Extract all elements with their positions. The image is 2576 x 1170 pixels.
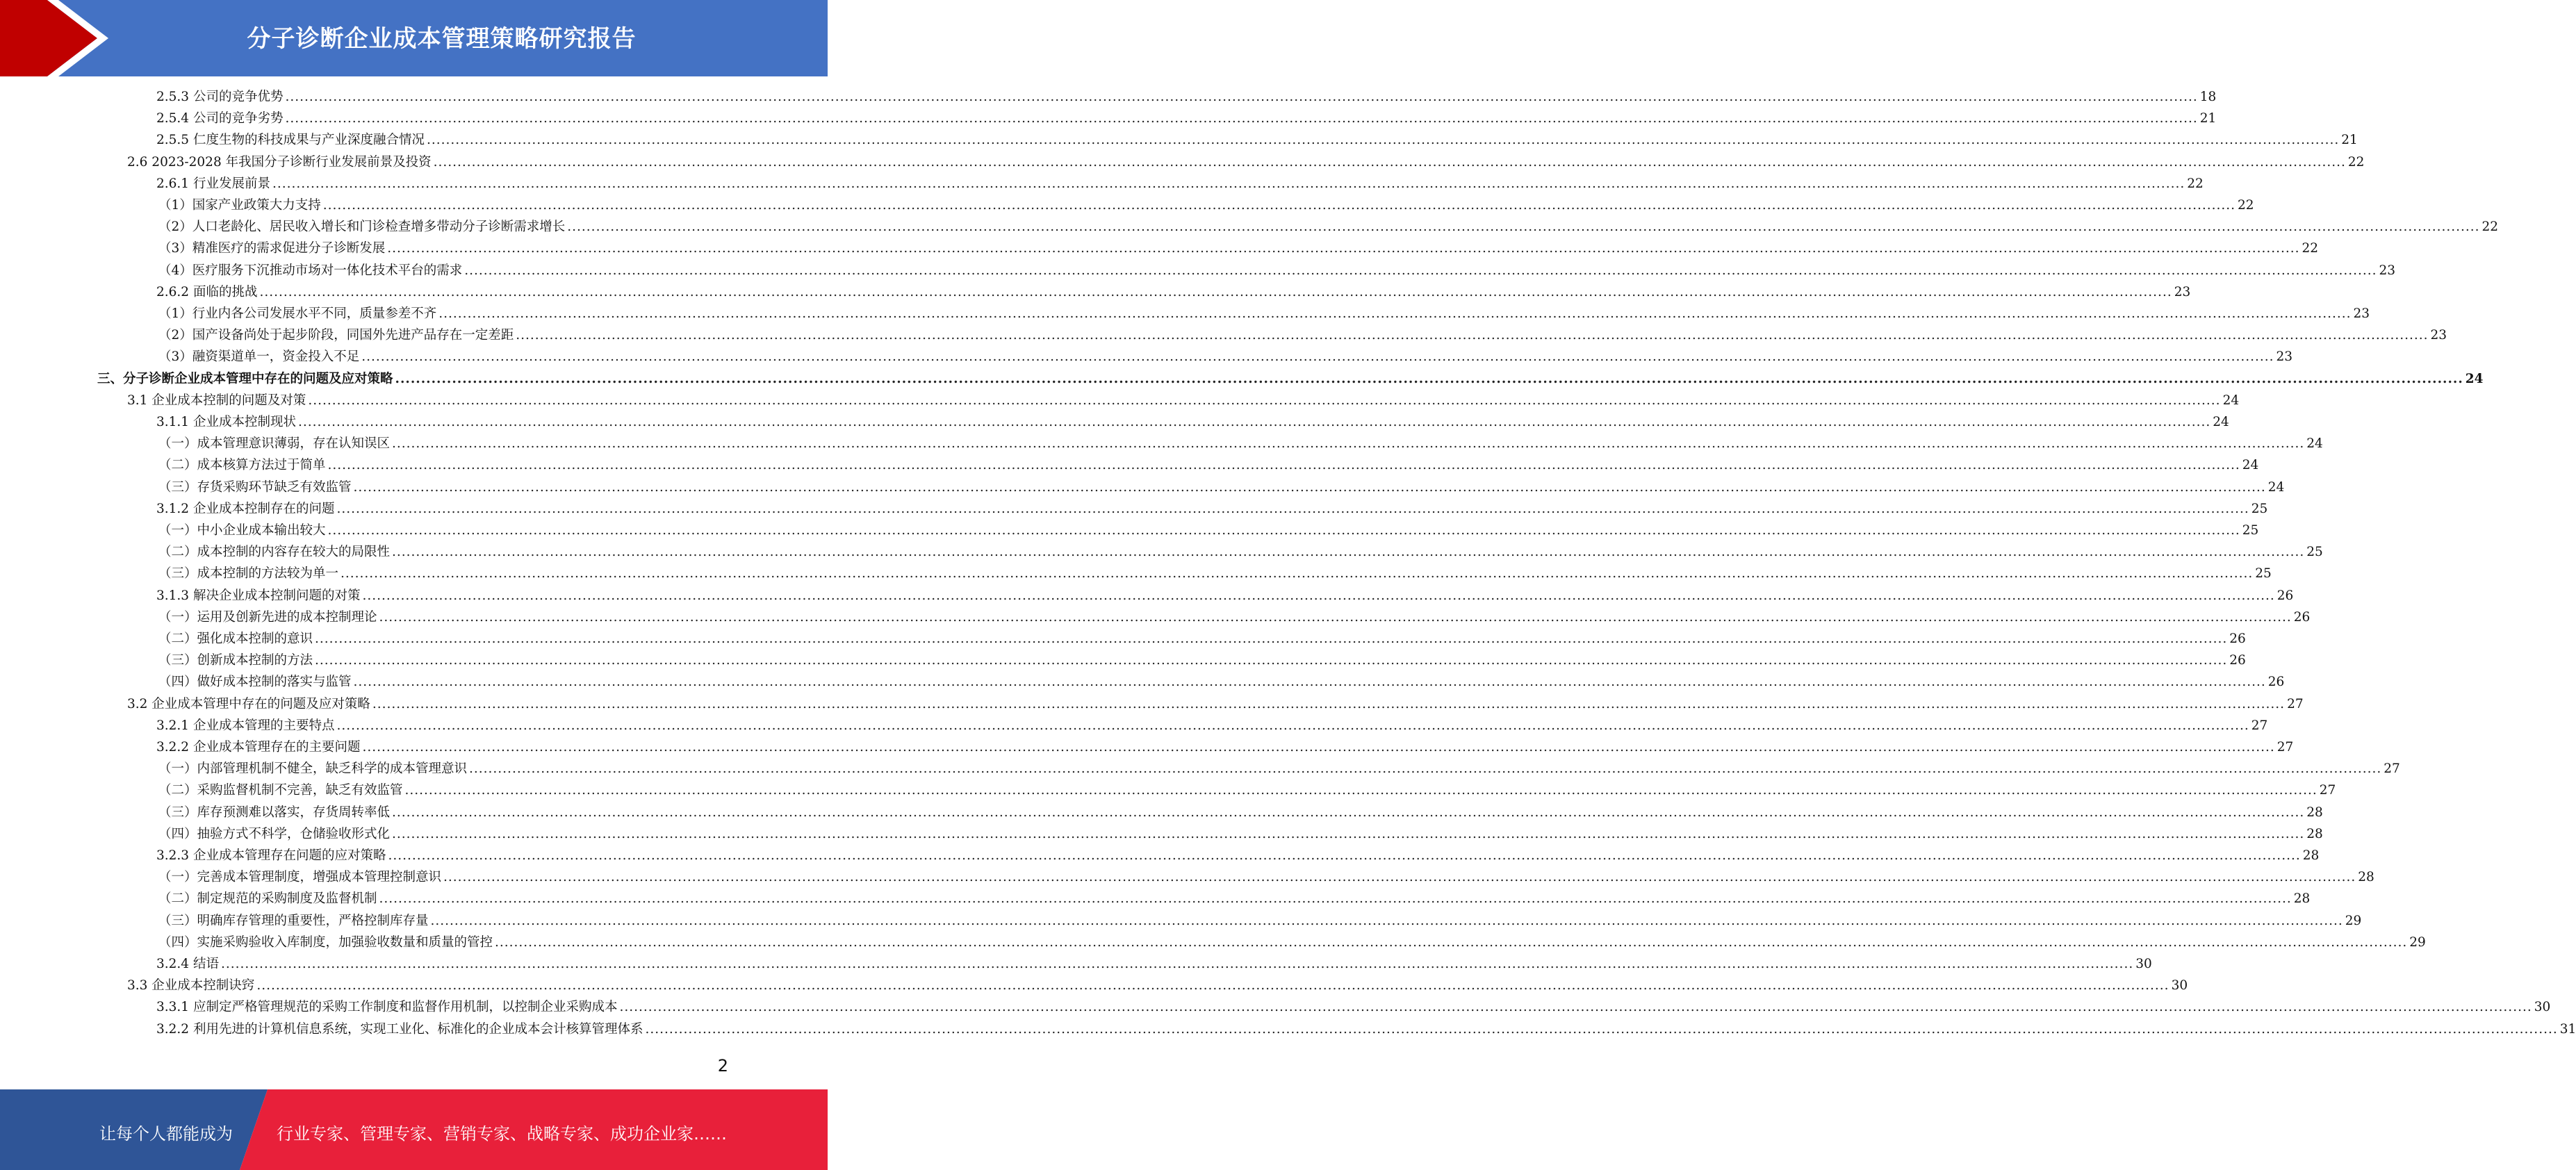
toc-dot-leader: ................................................................................................................................................................................................................................................................................................................................................................................................................ (567, 220, 2480, 235)
toc-entry-title: （二）成本核算方法过于简单 (158, 458, 326, 473)
toc-dot-leader: ................................................................................................................................................................................................................................................................................................................................................................................................................ (433, 154, 2346, 170)
toc-dot-leader: ................................................................................................................................................................................................................................................................................................................................................................................................................ (426, 133, 2340, 148)
toc-entry-title: （4）医疗服务下沉推动市场对一体化技术平台的需求 (158, 263, 463, 278)
toc-dot-leader: ................................................................................................................................................................................................................................................................................................................................................................................................................ (336, 501, 2249, 516)
toc-entry-title: 3.2.1 企业成本管理的主要特点 (156, 718, 335, 733)
toc-entry-page: 25 (2242, 523, 2259, 538)
toc-entry[interactable] (156, 413, 2229, 432)
toc-entry[interactable] (158, 651, 2246, 670)
toc-entry-title: 2.6.1 行业发展前景 (156, 176, 270, 191)
toc-dot-leader: ................................................................................................................................................................................................................................................................................................................................................................................................................ (645, 1021, 2558, 1037)
toc-entry[interactable] (158, 521, 2259, 541)
toc-dot-leader: ................................................................................................................................................................................................................................................................................................................................................................................................................ (395, 371, 2463, 386)
toc-entry-title: （二）采购监督机制不完善，缺乏有效监管 (158, 783, 403, 798)
toc-dot-leader: ................................................................................................................................................................................................................................................................................................................................................................................................................ (438, 306, 2352, 321)
toc-entry[interactable] (158, 478, 2285, 497)
toc-entry-page: 26 (2229, 653, 2246, 668)
toc-entry-page: 22 (2238, 198, 2254, 213)
toc-entry-page: 22 (2187, 176, 2204, 191)
toc-entry-page: 30 (2171, 978, 2188, 994)
toc-entry-title: （三）成本控制的方法较为单一 (158, 566, 339, 582)
toc-dot-leader: ................................................................................................................................................................................................................................................................................................................................................................................................................ (388, 848, 2301, 863)
toc-entry-title: （二）强化成本控制的意识 (158, 632, 313, 646)
toc-dot-leader: ................................................................................................................................................................................................................................................................................................................................................................................................................ (322, 198, 2236, 213)
toc-entry-title: （一）运用及创新先进的成本控制理论 (158, 609, 377, 625)
toc-entry-page: 24 (2222, 393, 2240, 408)
toc-dot-leader: ................................................................................................................................................................................................................................................................................................................................................................................................................ (392, 826, 2305, 841)
toc-entry-title: 三、分子诊断企业成本管理中存在的问题及应对策略 (97, 371, 393, 386)
toc-dot-leader: ................................................................................................................................................................................................................................................................................................................................................................................................................ (387, 241, 2300, 256)
toc-dot-leader: ................................................................................................................................................................................................................................................................................................................................................................................................................ (315, 632, 2228, 646)
toc-dot-leader: ................................................................................................................................................................................................................................................................................................................................................................................................................ (361, 349, 2274, 365)
toc-entry[interactable] (158, 825, 2323, 844)
page-footer (0, 1089, 828, 1170)
toc-dot-leader: ................................................................................................................................................................................................................................................................................................................................................................................................................ (220, 957, 2134, 971)
toc-dot-leader: ................................................................................................................................................................................................................................................................................................................................................................................................................ (272, 176, 2185, 191)
toc-entry[interactable] (156, 174, 2204, 194)
footer-slogan-right: 行业专家、管理专家、营销专家、战略专家、成功企业家…… (277, 1124, 727, 1144)
page-number: 2 (717, 1056, 728, 1076)
toc-dot-leader: ................................................................................................................................................................................................................................................................................................................................................................................................................ (469, 761, 2382, 777)
toc-entry-page: 24 (2213, 415, 2229, 429)
toc-entry[interactable] (158, 261, 2396, 281)
toc-entry-title: 3.2.3 企业成本管理存在问题的应对策略 (156, 848, 386, 863)
toc-dot-leader: ................................................................................................................................................................................................................................................................................................................................................................................................................ (392, 805, 2305, 820)
toc-entry-page: 23 (2174, 284, 2191, 299)
toc-dot-leader: ................................................................................................................................................................................................................................................................................................................................................................................................................ (341, 566, 2254, 582)
toc-entry-page: 24 (2242, 458, 2259, 473)
toc-entry-title: （三）创新成本控制的方法 (158, 653, 313, 668)
toc-entry-title: （一）内部管理机制不健全，缺乏科学的成本管理意识 (158, 761, 468, 777)
toc-dot-leader: ................................................................................................................................................................................................................................................................................................................................................................................................................ (327, 458, 2240, 473)
toc-entry-page: 27 (2319, 783, 2336, 798)
toc-entry[interactable] (158, 889, 2311, 909)
toc-dot-leader: ................................................................................................................................................................................................................................................................................................................................................................................................................ (297, 415, 2211, 429)
toc-entry[interactable] (158, 456, 2259, 475)
toc-dot-leader: ................................................................................................................................................................................................................................................................................................................................................................................................................ (256, 978, 2169, 994)
toc-entry[interactable] (156, 998, 2551, 1017)
toc-entry-page: 27 (2276, 740, 2294, 755)
toc-entry[interactable] (158, 608, 2311, 627)
toc-entry[interactable] (156, 500, 2268, 519)
toc-entry[interactable] (127, 391, 2240, 411)
toc-entry-page: 28 (2358, 870, 2374, 885)
toc-entry-title: 3.1 企业成本控制的问题及对策 (127, 393, 306, 408)
toc-entry[interactable] (156, 109, 2217, 129)
toc-entry[interactable] (156, 1020, 2576, 1039)
toc-entry[interactable] (158, 673, 2285, 692)
toc-entry-title: 2.6 2023-2028 年我国分子诊断行业发展前景及投资 (127, 154, 432, 170)
toc-entry-page: 28 (2293, 891, 2311, 907)
toc-dot-leader: ................................................................................................................................................................................................................................................................................................................................................................................................................ (362, 740, 2275, 755)
toc-entry-page: 26 (2267, 675, 2285, 690)
toc-dot-leader: ................................................................................................................................................................................................................................................................................................................................................................................................................ (285, 90, 2198, 104)
toc-entry-page: 26 (2293, 609, 2311, 625)
toc-entry-page: 23 (2379, 263, 2396, 278)
toc-entry[interactable] (158, 868, 2374, 887)
toc-entry[interactable] (156, 738, 2294, 757)
toc-entry-page: 27 (2384, 761, 2400, 777)
toc-entry-title: （一）成本管理意识薄弱，存在认知误区 (158, 436, 391, 452)
toc-entry-page: 18 (2199, 90, 2217, 104)
toc-entry[interactable] (158, 347, 2293, 367)
toc-dot-leader: ................................................................................................................................................................................................................................................................................................................................................................................................................ (392, 545, 2305, 560)
toc-entry[interactable] (158, 564, 2272, 584)
toc-entry[interactable] (158, 759, 2400, 779)
toc-entry[interactable] (158, 217, 2499, 237)
toc-entry[interactable] (158, 196, 2254, 215)
toc-entry[interactable] (156, 586, 2294, 606)
toc-dot-leader: ................................................................................................................................................................................................................................................................................................................................................................................................................ (404, 783, 2317, 798)
toc-entry[interactable] (158, 239, 2319, 258)
toc-entry-page: 22 (2481, 220, 2499, 235)
footer-slogan-left: 让每个人都能成为 (99, 1124, 233, 1144)
toc-entry-page: 24 (2465, 371, 2484, 386)
toc-entry-page: 22 (2302, 241, 2319, 256)
toc-entry-title: 2.6.2 面临的挑战 (156, 284, 258, 299)
toc-dot-leader: ................................................................................................................................................................................................................................................................................................................................................................................................................ (443, 870, 2356, 885)
toc-entry[interactable] (127, 153, 2365, 172)
toc-entry[interactable] (158, 434, 2323, 454)
toc-entry-title: （四）实施采购验收入库制度，加强验收数量和质量的管控 (158, 934, 493, 950)
toc-entry-page: 30 (2135, 957, 2152, 971)
toc-dot-leader: ................................................................................................................................................................................................................................................................................................................................................................................................................ (379, 609, 2292, 625)
toc-dot-leader: ................................................................................................................................................................................................................................................................................................................................................................................................................ (285, 111, 2198, 126)
toc-entry-title: （1）国家产业政策大力支持 (158, 198, 321, 213)
toc-entry-title: 2.5.4 公司的竞争劣势 (156, 111, 284, 126)
page-header (0, 0, 828, 76)
toc-entry-title: （二）成本控制的内容存在较大的局限性 (158, 545, 391, 560)
toc-entry-title: （一）中小企业成本输出较大 (158, 523, 326, 538)
toc-dot-leader: ................................................................................................................................................................................................................................................................................................................................................................................................................ (315, 653, 2228, 668)
toc-entry-title: （2）国产设备尚处于起步阶段，同国外先进产品存在一定差距 (158, 328, 514, 343)
toc-entry-title: 3.3 企业成本控制诀窍 (127, 978, 255, 994)
toc-entry-title: （三）明确库存管理的重要性，严格控制库存量 (158, 913, 429, 928)
toc-entry-title: （四）做好成本控制的落实与监管 (158, 675, 352, 690)
toc-entry-title: 3.2.4 结语 (156, 957, 219, 971)
toc-entry-page: 21 (2341, 133, 2358, 148)
toc-entry[interactable] (158, 304, 2370, 324)
toc-entry-page: 29 (2409, 934, 2426, 950)
toc-dot-leader: ................................................................................................................................................................................................................................................................................................................................................................................................................ (308, 393, 2221, 408)
toc-entry-page: 26 (2276, 588, 2294, 603)
toc-entry-page: 25 (2255, 566, 2272, 582)
toc-dot-leader: ................................................................................................................................................................................................................................................................................................................................................................................................................ (495, 934, 2408, 950)
toc-dot-leader: ................................................................................................................................................................................................................................................................................................................................................................................................................ (353, 675, 2266, 690)
toc-entry[interactable] (158, 912, 2362, 931)
toc-entry-page: 28 (2306, 826, 2323, 841)
toc-entry-title: 3.1.3 解决企业成本控制问题的对策 (156, 588, 361, 603)
toc-entry-page: 27 (2287, 696, 2304, 711)
toc-entry-page: 27 (2251, 718, 2268, 733)
toc-dot-leader: ................................................................................................................................................................................................................................................................................................................................................................................................................ (619, 1000, 2532, 1015)
toc-entry-title: （2）人口老龄化、居民收入增长和门诊检查增多带动分子诊断需求增长 (158, 220, 566, 235)
toc-entry-page: 22 (2347, 154, 2365, 170)
toc-entry-title: 3.1.2 企业成本控制存在的问题 (156, 501, 335, 516)
toc-dot-leader: ................................................................................................................................................................................................................................................................................................................................................................................................................ (464, 263, 2377, 278)
toc-entry[interactable] (127, 976, 2188, 996)
toc-entry[interactable] (156, 88, 2217, 107)
toc-entry-title: 3.1.1 企业成本控制现状 (156, 415, 296, 429)
page-title: 分子诊断企业成本管理策略研究报告 (247, 25, 637, 53)
toc-entry[interactable] (158, 781, 2336, 800)
toc-entry-title: （三）存货采购环节缺乏有效监管 (158, 479, 352, 495)
toc-entry-page: 26 (2229, 632, 2246, 646)
toc-entry-title: 3.2 企业成本管理中存在的问题及应对策略 (127, 696, 370, 711)
toc-entry-title: 2.5.3 公司的竞争优势 (156, 90, 284, 104)
toc-entry[interactable] (158, 803, 2323, 823)
toc-dot-leader: ................................................................................................................................................................................................................................................................................................................................................................................................................ (327, 523, 2240, 538)
toc-entry[interactable] (97, 370, 2484, 389)
toc-entry-page: 23 (2276, 349, 2293, 365)
toc-entry-title: 3.2.2 企业成本管理存在的主要问题 (156, 740, 361, 755)
toc-entry[interactable] (156, 716, 2268, 736)
toc-entry-page: 28 (2302, 848, 2320, 863)
toc-entry-title: 3.3.1 应制定严格管理规范的采购工作制度和监督作用机制，以控制企业采购成本 (156, 1000, 618, 1015)
toc-dot-leader: ................................................................................................................................................................................................................................................................................................................................................................................................................ (259, 284, 2172, 299)
toc-entry[interactable] (156, 955, 2152, 974)
toc-dot-leader: ................................................................................................................................................................................................................................................................................................................................................................................................................ (379, 891, 2292, 907)
toc-entry-title: （二）制定规范的采购制度及监督机制 (158, 891, 377, 907)
toc-entry-page: 21 (2199, 111, 2217, 126)
toc-dot-leader: ................................................................................................................................................................................................................................................................................................................................................................................................................ (362, 588, 2275, 603)
toc-entry[interactable] (158, 326, 2447, 345)
toc-entry-page: 28 (2306, 805, 2323, 820)
toc-entry-title: （三）库存预测难以落实，存货周转率低 (158, 805, 391, 820)
toc-entry[interactable] (156, 283, 2191, 302)
toc-dot-leader: ................................................................................................................................................................................................................................................................................................................................................................................................................ (372, 696, 2286, 711)
toc-entry-page: 24 (2306, 436, 2323, 452)
toc-entry[interactable] (156, 846, 2320, 866)
toc-entry-title: （3）精准医疗的需求促进分子诊断发展 (158, 241, 386, 256)
toc-entry-page: 24 (2267, 479, 2285, 495)
toc-entry-page: 30 (2534, 1000, 2551, 1015)
toc-entry-page: 25 (2251, 501, 2268, 516)
toc-entry-title: （3）融资渠道单一，资金投入不足 (158, 349, 360, 365)
toc-entry[interactable] (158, 933, 2426, 953)
toc-entry-page: 23 (2430, 328, 2447, 343)
toc-entry-page: 25 (2306, 545, 2323, 560)
toc-entry-title: 2.5.5 仁度生物的科技成果与产业深度融合情况 (156, 133, 425, 148)
toc-dot-leader: ................................................................................................................................................................................................................................................................................................................................................................................................................ (353, 479, 2266, 495)
toc-entry-title: （1）行业内各公司发展水平不同，质量参差不齐 (158, 306, 437, 321)
toc-dot-leader: ................................................................................................................................................................................................................................................................................................................................................................................................................ (430, 913, 2343, 928)
toc-entry[interactable] (156, 131, 2358, 150)
toc-entry-page: 31 (2559, 1021, 2576, 1037)
toc-entry[interactable] (127, 695, 2304, 714)
toc-dot-leader: ................................................................................................................................................................................................................................................................................................................................................................................................................ (516, 328, 2429, 343)
toc-entry[interactable] (158, 629, 2246, 649)
toc-entry-page: 23 (2353, 306, 2370, 321)
toc-entry-title: （四）抽验方式不科学，仓储验收形式化 (158, 826, 391, 841)
toc-entry-page: 29 (2345, 913, 2362, 928)
toc-dot-leader: ................................................................................................................................................................................................................................................................................................................................................................................................................ (336, 718, 2249, 733)
toc-dot-leader: ................................................................................................................................................................................................................................................................................................................................................................................................................ (392, 436, 2305, 452)
toc-entry-title: （一）完善成本管理制度，增强成本管理控制意识 (158, 870, 442, 885)
toc-entry-title: 3.2.2 利用先进的计算机信息系统，实现工业化、标准化的企业成本会计核算管理体系 (156, 1021, 643, 1037)
toc-entry[interactable] (158, 543, 2323, 562)
